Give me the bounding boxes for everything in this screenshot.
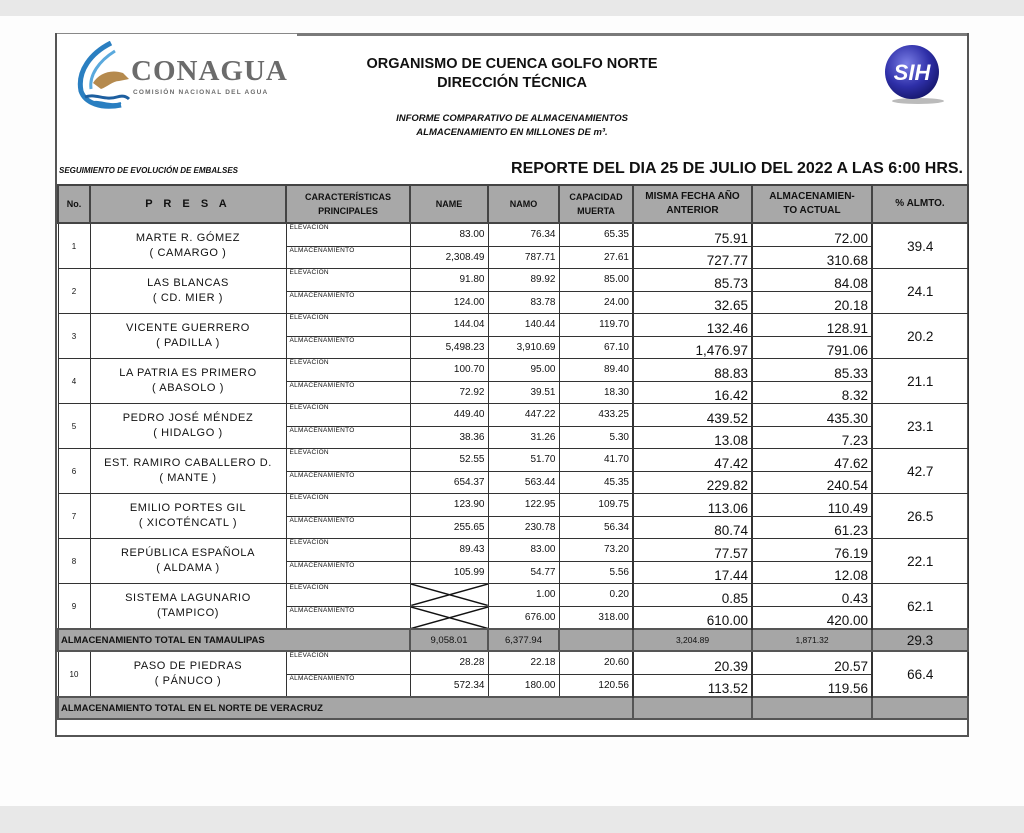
capacity-cell: 27.61 [559,246,633,269]
total-current [752,697,872,719]
percent-cell: 62.1 [872,584,968,630]
namo-cell: 122.95 [488,494,559,517]
kind-elevation: ELEVACIÓN [286,404,410,427]
name-cell: 654.37 [410,471,488,494]
previous-year-cell: 1,476.97 [633,336,752,359]
kind-storage: ALMACENAMIENTO [286,381,410,404]
kind-storage: ALMACENAMIENTO [286,246,410,269]
name-cell: 52.55 [410,449,488,472]
previous-year-cell: 85.73 [633,269,752,292]
capacity-cell: 0.20 [559,584,633,607]
dam-name: LA PATRIA ES PRIMERO ( ABASOLO ) [90,359,286,404]
previous-year-cell: 132.46 [633,314,752,337]
col-no: No. [58,185,90,223]
table-row [58,584,968,607]
previous-year-cell: 17.44 [633,561,752,584]
capacity-cell: 56.34 [559,516,633,539]
namo-cell: 676.00 [488,606,559,629]
name-cell: 72.92 [410,381,488,404]
previous-year-cell: 32.65 [633,291,752,314]
row-number: 5 [58,404,90,449]
namo-cell: 563.44 [488,471,559,494]
total-name: 9,058.01 [410,629,488,651]
namo-cell: 1.00 [488,584,559,607]
capacity-cell: 67.10 [559,336,633,359]
name-cell: 449.40 [410,404,488,427]
previous-year-cell: 727.77 [633,246,752,269]
capacity-cell: 20.60 [559,651,633,674]
kind-storage: ALMACENAMIENTO [286,674,410,697]
current-cell: 72.00 [752,223,872,246]
conagua-emblem-icon [71,41,131,111]
current-cell: 61.23 [752,516,872,539]
capacity-cell: 5.30 [559,426,633,449]
namo-cell: 31.26 [488,426,559,449]
name-cell: 255.65 [410,516,488,539]
kind-elevation: ELEVACIÓN [286,359,410,382]
capacity-cell: 89.40 [559,359,633,382]
table-row [58,269,968,292]
capacity-cell: 109.75 [559,494,633,517]
total-label: ALMACENAMIENTO TOTAL EN TAMAULIPAS [58,629,410,651]
logo-wordmark: CONAGUA [131,55,288,87]
report-title: INFORME COMPARATIVO DE ALMACENAMIENTOS [396,113,628,124]
kind-elevation: ELEVACIÓN [286,651,410,674]
report-sheet [55,33,969,737]
dam-name: EST. RAMIRO CABALLERO D. ( MANTE ) [90,449,286,494]
total-capacity [559,629,633,651]
org-subtitle: DIRECCIÓN TÉCNICA [437,75,587,91]
table-row [58,314,968,337]
org-title: ORGANISMO DE CUENCA GOLFO NORTE [366,56,658,72]
percent-cell: 26.5 [872,494,968,539]
dam-name: PASO DE PIEDRAS ( PÁNUCO ) [90,651,286,697]
dam-name: SISTEMA LAGUNARIO (TAMPICO) [90,584,286,630]
row-number: 9 [58,584,90,630]
kind-elevation: ELEVACIÓN [286,269,410,292]
current-cell: 110.49 [752,494,872,517]
previous-year-cell: 229.82 [633,471,752,494]
namo-cell: 230.78 [488,516,559,539]
table-row [58,494,968,517]
border-line [297,33,967,36]
current-cell: 8.32 [752,381,872,404]
col-name: NAME [410,185,488,223]
previous-year-cell: 77.57 [633,539,752,562]
percent-cell: 22.1 [872,539,968,584]
current-cell: 119.56 [752,674,872,697]
table-row [58,359,968,382]
col-actual: ALMACENAMIEN- TO ACTUAL [752,185,872,223]
current-cell: 20.18 [752,291,872,314]
kind-storage: ALMACENAMIENTO [286,516,410,539]
previous-year-cell: 75.91 [633,223,752,246]
dam-name: PEDRO JOSÉ MÉNDEZ ( HIDALGO ) [90,404,286,449]
previous-year-cell: 0.85 [633,584,752,607]
col-capacidad-muerta: CAPACIDAD MUERTA [559,185,633,223]
previous-year-cell: 113.52 [633,674,752,697]
kind-storage: ALMACENAMIENTO [286,561,410,584]
row-number: 2 [58,269,90,314]
percent-cell: 42.7 [872,449,968,494]
current-cell: 128.91 [752,314,872,337]
namo-cell: 51.70 [488,449,559,472]
row-number: 3 [58,314,90,359]
logo-subtitle: COMISIÓN NACIONAL DEL AGUA [133,89,269,96]
capacity-cell: 119.70 [559,314,633,337]
capacity-cell: 5.56 [559,561,633,584]
name-cell: 91.80 [410,269,488,292]
namo-cell: 95.00 [488,359,559,382]
top-bar [0,0,1024,16]
row-number: 6 [58,449,90,494]
table-row [58,539,968,562]
kind-elevation: ELEVACIÓN [286,223,410,246]
current-cell: 85.33 [752,359,872,382]
kind-elevation: ELEVACIÓN [286,539,410,562]
namo-cell: 447.22 [488,404,559,427]
name-cell: 572.34 [410,674,488,697]
capacity-cell: 120.56 [559,674,633,697]
total-veracruz-row [58,697,968,719]
dam-name: MARTE R. GÓMEZ ( CAMARGO ) [90,223,286,269]
capacity-cell: 433.25 [559,404,633,427]
capacity-cell: 73.20 [559,539,633,562]
name-cell: 2,308.49 [410,246,488,269]
capacity-cell: 65.35 [559,223,633,246]
dam-name: REPÚBLICA ESPAÑOLA ( ALDAMA ) [90,539,286,584]
capacity-cell: 318.00 [559,606,633,629]
bottom-bar [0,806,1024,833]
capacity-cell: 85.00 [559,269,633,292]
name-cell: 89.43 [410,539,488,562]
name-cell: 144.04 [410,314,488,337]
name-cell: 5,498.23 [410,336,488,359]
col-anterior: MISMA FECHA AÑO ANTERIOR [633,185,752,223]
namo-cell: 22.18 [488,651,559,674]
total-previous: 3,204.89 [633,629,752,651]
capacity-cell: 41.70 [559,449,633,472]
current-cell: 12.08 [752,561,872,584]
row-number: 4 [58,359,90,404]
namo-cell: 787.71 [488,246,559,269]
name-cell-crossed [410,584,488,607]
previous-year-cell: 610.00 [633,606,752,629]
total-previous [633,697,752,719]
previous-year-cell: 80.74 [633,516,752,539]
header-row [58,185,968,223]
current-cell: 791.06 [752,336,872,359]
current-cell: 7.23 [752,426,872,449]
current-cell: 240.54 [752,471,872,494]
table-row [58,449,968,472]
col-pct: % ALMTO. [872,185,968,223]
col-presa: P R E S A [90,185,286,223]
total-tamaulipas-row [58,629,968,651]
dam-name: LAS BLANCAS ( CD. MIER ) [90,269,286,314]
previous-year-cell: 439.52 [633,404,752,427]
col-caracteristicas: CARACTERÍSTICAS PRINCIPALES [286,185,410,223]
kind-storage: ALMACENAMIENTO [286,426,410,449]
previous-year-cell: 20.39 [633,651,752,674]
kind-storage: ALMACENAMIENTO [286,291,410,314]
namo-cell: 83.00 [488,539,559,562]
col-namo: NAMO [488,185,559,223]
total-percent: 29.3 [872,629,968,651]
capacity-cell: 45.35 [559,471,633,494]
capacity-cell: 18.30 [559,381,633,404]
percent-cell: 23.1 [872,404,968,449]
name-cell: 38.36 [410,426,488,449]
namo-cell: 89.92 [488,269,559,292]
previous-year-cell: 88.83 [633,359,752,382]
percent-cell: 66.4 [872,651,968,697]
namo-cell: 140.44 [488,314,559,337]
tracking-label: SEGUIMIENTO DE EVOLUCIÓN DE EMBALSES [59,166,238,175]
total-label: ALMACENAMIENTO TOTAL EN EL NORTE DE VERACRUZ [58,697,633,719]
name-cell: 28.28 [410,651,488,674]
current-cell: 310.68 [752,246,872,269]
row-number: 7 [58,494,90,539]
percent-cell: 39.4 [872,223,968,269]
namo-cell: 180.00 [488,674,559,697]
report-date: REPORTE DEL DIA 25 DE JULIO DEL 2022 A LAS 6:00 HRS. [511,160,963,177]
current-cell: 420.00 [752,606,872,629]
table-row [58,651,968,674]
percent-cell: 21.1 [872,359,968,404]
kind-elevation: ELEVACIÓN [286,314,410,337]
kind-elevation: ELEVACIÓN [286,494,410,517]
row-number: 1 [58,223,90,269]
namo-cell: 39.51 [488,381,559,404]
total-namo: 6,377.94 [488,629,559,651]
previous-year-cell: 113.06 [633,494,752,517]
current-cell: 20.57 [752,651,872,674]
capacity-cell: 24.00 [559,291,633,314]
table-row [58,404,968,427]
current-cell: 47.62 [752,449,872,472]
total-percent [872,697,968,719]
namo-cell: 83.78 [488,291,559,314]
previous-year-cell: 16.42 [633,381,752,404]
reservoir-table [57,184,969,720]
previous-year-cell: 47.42 [633,449,752,472]
current-cell: 0.43 [752,584,872,607]
name-cell: 124.00 [410,291,488,314]
namo-cell: 76.34 [488,223,559,246]
dam-name: EMILIO PORTES GIL ( XICOTÉNCATL ) [90,494,286,539]
conagua-logo [71,41,291,111]
border-line [57,33,297,34]
percent-cell: 20.2 [872,314,968,359]
namo-cell: 54.77 [488,561,559,584]
name-cell: 123.90 [410,494,488,517]
report-units: ALMACENAMIENTO EN MILLONES DE m³. [416,127,608,138]
name-cell: 83.00 [410,223,488,246]
percent-cell: 24.1 [872,269,968,314]
kind-elevation: ELEVACIÓN [286,449,410,472]
sih-logo-icon [878,44,950,106]
kind-storage: ALMACENAMIENTO [286,606,410,629]
row-number: 8 [58,539,90,584]
name-cell: 100.70 [410,359,488,382]
row-number: 10 [58,651,90,697]
total-current: 1,871.32 [752,629,872,651]
name-cell-crossed [410,606,488,629]
current-cell: 84.08 [752,269,872,292]
svg-text:SIH: SIH [893,60,931,85]
dam-name: VICENTE GUERRERO ( PADILLA ) [90,314,286,359]
namo-cell: 3,910.69 [488,336,559,359]
kind-elevation: ELEVACIÓN [286,584,410,607]
kind-storage: ALMACENAMIENTO [286,336,410,359]
name-cell: 105.99 [410,561,488,584]
previous-year-cell: 13.08 [633,426,752,449]
current-cell: 76.19 [752,539,872,562]
current-cell: 435.30 [752,404,872,427]
kind-storage: ALMACENAMIENTO [286,471,410,494]
table-row [58,223,968,246]
